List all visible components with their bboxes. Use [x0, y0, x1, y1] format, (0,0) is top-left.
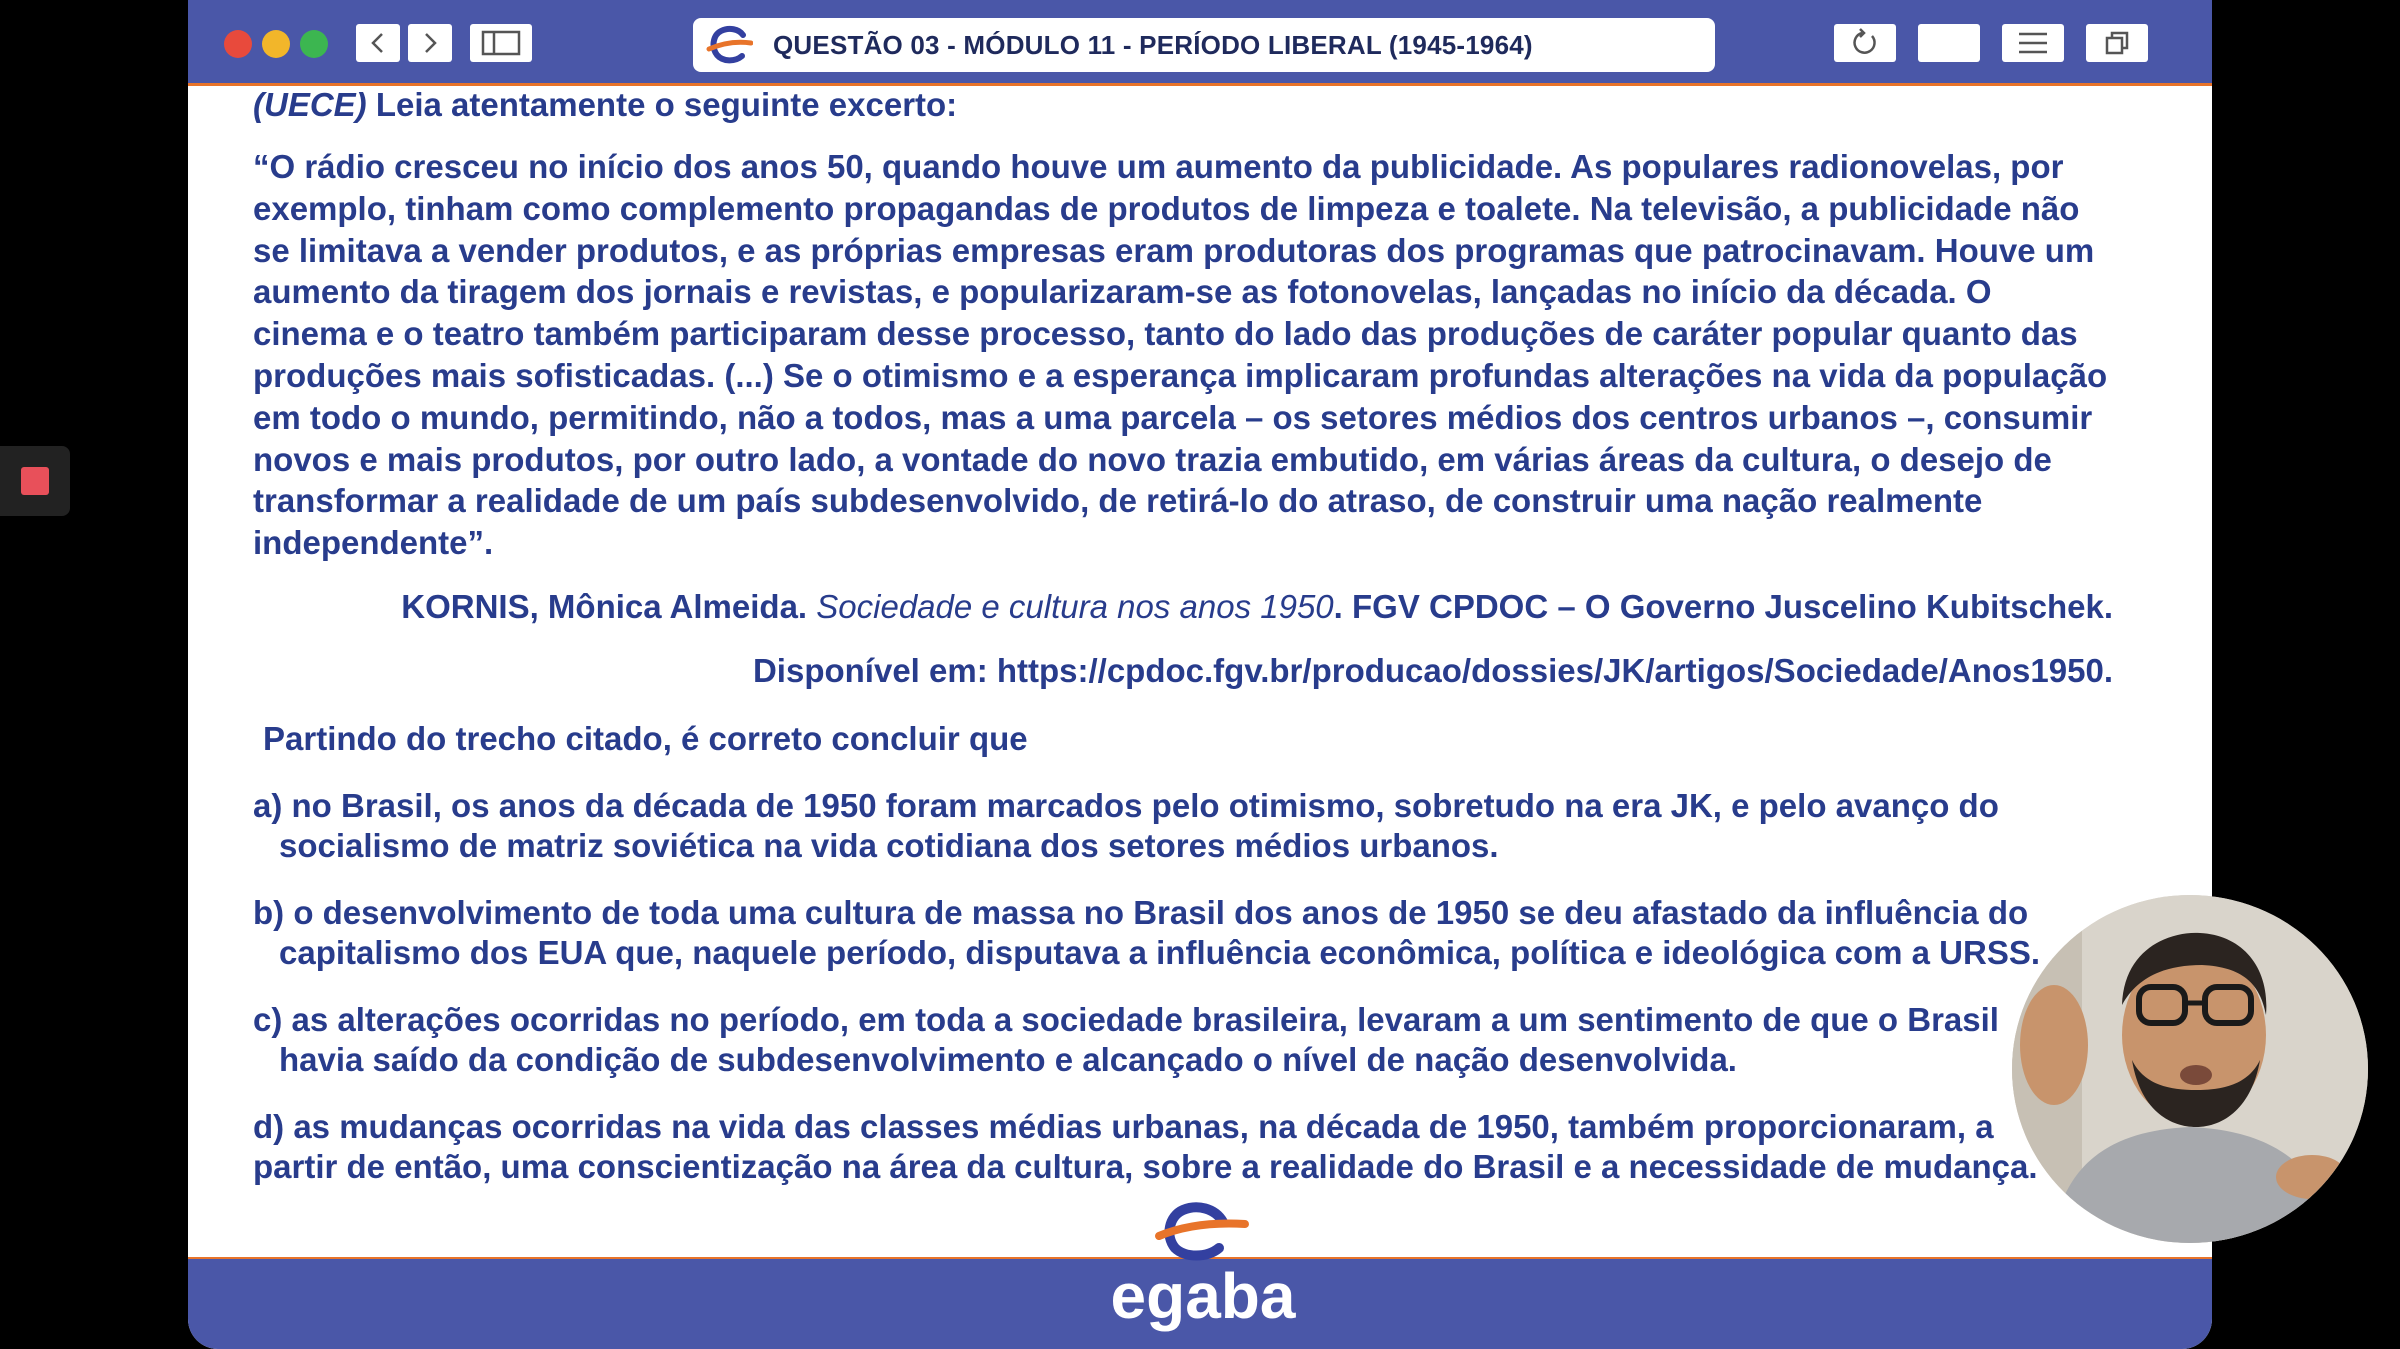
chevron-right-icon — [420, 31, 440, 55]
intro-text: Leia atentamente o seguinte excerto: — [366, 86, 958, 123]
option-d[interactable] — [253, 1107, 2113, 1187]
sidebar-icon — [481, 30, 521, 56]
reference-rest: . FGV CPDOC – O Governo Juscelino Kubitschek. — [1333, 588, 2113, 625]
egaba-logo-icon — [705, 25, 753, 65]
presenter-video-frame — [2012, 895, 2368, 1243]
option-d-line1: d) as mudanças ocorridas na vida das classes médias urbanas, na década de 1950, também proporcionaram, a — [253, 1108, 1994, 1145]
option-b-line2: capitalismo dos EUA que, naquele período, disputava a influência econômica, política e ideológica com a URSS. — [279, 934, 2041, 971]
option-c-line1: c) as alterações ocorridas no período, em toda a sociedade brasileira, levaram a um sentimento de que o Brasil — [253, 1001, 1999, 1038]
question-prompt: Partindo do trecho citado, é correto concluir que — [263, 720, 1028, 757]
menu-button[interactable] — [2002, 24, 2064, 62]
maximize-window-button[interactable] — [300, 30, 328, 58]
title-bar — [693, 18, 1715, 72]
brand-wordmark: egaba — [1110, 1260, 1296, 1332]
reference-url: Disponível em: https://cpdoc.fgv.br/producao/dossies/JK/artigos/Sociedade/Anos1950. — [752, 652, 2113, 689]
option-a-line2: socialismo de matriz soviética na vida cotidiana dos setores médios urbanos. — [279, 827, 1499, 864]
reference-citation — [401, 588, 2113, 626]
quoted-excerpt: “O rádio cresceu no início dos anos 50, quando houve um aumento da publicidade. As populares radionovelas, por exemplo, tinham como complemento propagandas de produtos de limpeza e toalete. Na televisão, a publicidade não se limitava a vender produtos, e as próprias empresas eram produtoras dos programas que patrocinavam. Houve um aumento da tiragem dos jornais e revistas, e popularizaram-se as fotonovelas, lançadas no início da década. O cinema e o teatro também participaram desse processo, tanto do lado das produções de caráter popular quanto das produções mais sofisticadas. (...) Se o otimismo e a esperança implicaram profundas alterações na vida da população em todo o mundo, permitindo, não a todos, mas a uma parcela – os setores médios dos centros urbanos –, consumir novos e mais produtos, por outro lado, a vontade do novo trazia embutido, em várias áreas da cultura, o desejo de transformar a realidade de um país subdesenvolvido, de retirá-lo do atraso, de construir uma nação realmente independente”. — [253, 148, 2108, 562]
question-intro — [253, 86, 957, 124]
record-stop-icon — [21, 467, 49, 495]
option-b-line1: b) o desenvolvimento de toda uma cultura de massa no Brasil dos anos de 1950 se deu afastado da influência do — [253, 894, 2029, 931]
refresh-icon — [1850, 28, 1880, 58]
record-button[interactable] — [0, 446, 70, 516]
reference-author: KORNIS, Mônica Almeida. — [401, 588, 817, 625]
close-window-button[interactable] — [224, 30, 252, 58]
window-mode-button[interactable] — [2086, 24, 2148, 62]
egaba-brand-logo — [1103, 1196, 1303, 1332]
option-a[interactable] — [253, 786, 2113, 866]
copy-window-icon — [2102, 28, 2132, 58]
window-toolbar — [188, 0, 2212, 86]
back-button[interactable] — [356, 24, 400, 62]
slide-window — [188, 0, 2212, 1349]
minimize-window-button[interactable] — [262, 30, 290, 58]
option-a-line1: a) no Brasil, os anos da década de 1950 foram marcados pelo otimismo, sobretudo na era JK, e pelo avanço do — [253, 787, 1999, 824]
sidebar-toggle-button[interactable] — [470, 24, 532, 62]
menu-icon — [2015, 30, 2051, 56]
window-title: QUESTÃO 03 - MÓDULO 11 - PERÍODO LIBERAL (1945-1964) — [773, 29, 1533, 60]
presenter-webcam — [2012, 895, 2368, 1243]
chevron-left-icon — [368, 31, 388, 55]
refresh-button[interactable] — [1834, 24, 1896, 62]
intro-source: (UECE) — [253, 86, 367, 123]
forward-button[interactable] — [408, 24, 452, 62]
option-c[interactable] — [253, 1000, 2113, 1080]
option-b[interactable] — [253, 893, 2113, 973]
blank-button[interactable] — [1918, 24, 1980, 62]
option-d-line2: partir de então, uma conscientização na área da cultura, sobre a realidade do Brasil e a necessidade de mudança. — [253, 1148, 2038, 1185]
option-c-line2: havia saído da condição de subdesenvolvimento e alcançado o nível de nação desenvolvida. — [279, 1041, 1737, 1078]
reference-work: Sociedade e cultura nos anos 1950 — [816, 588, 1334, 625]
